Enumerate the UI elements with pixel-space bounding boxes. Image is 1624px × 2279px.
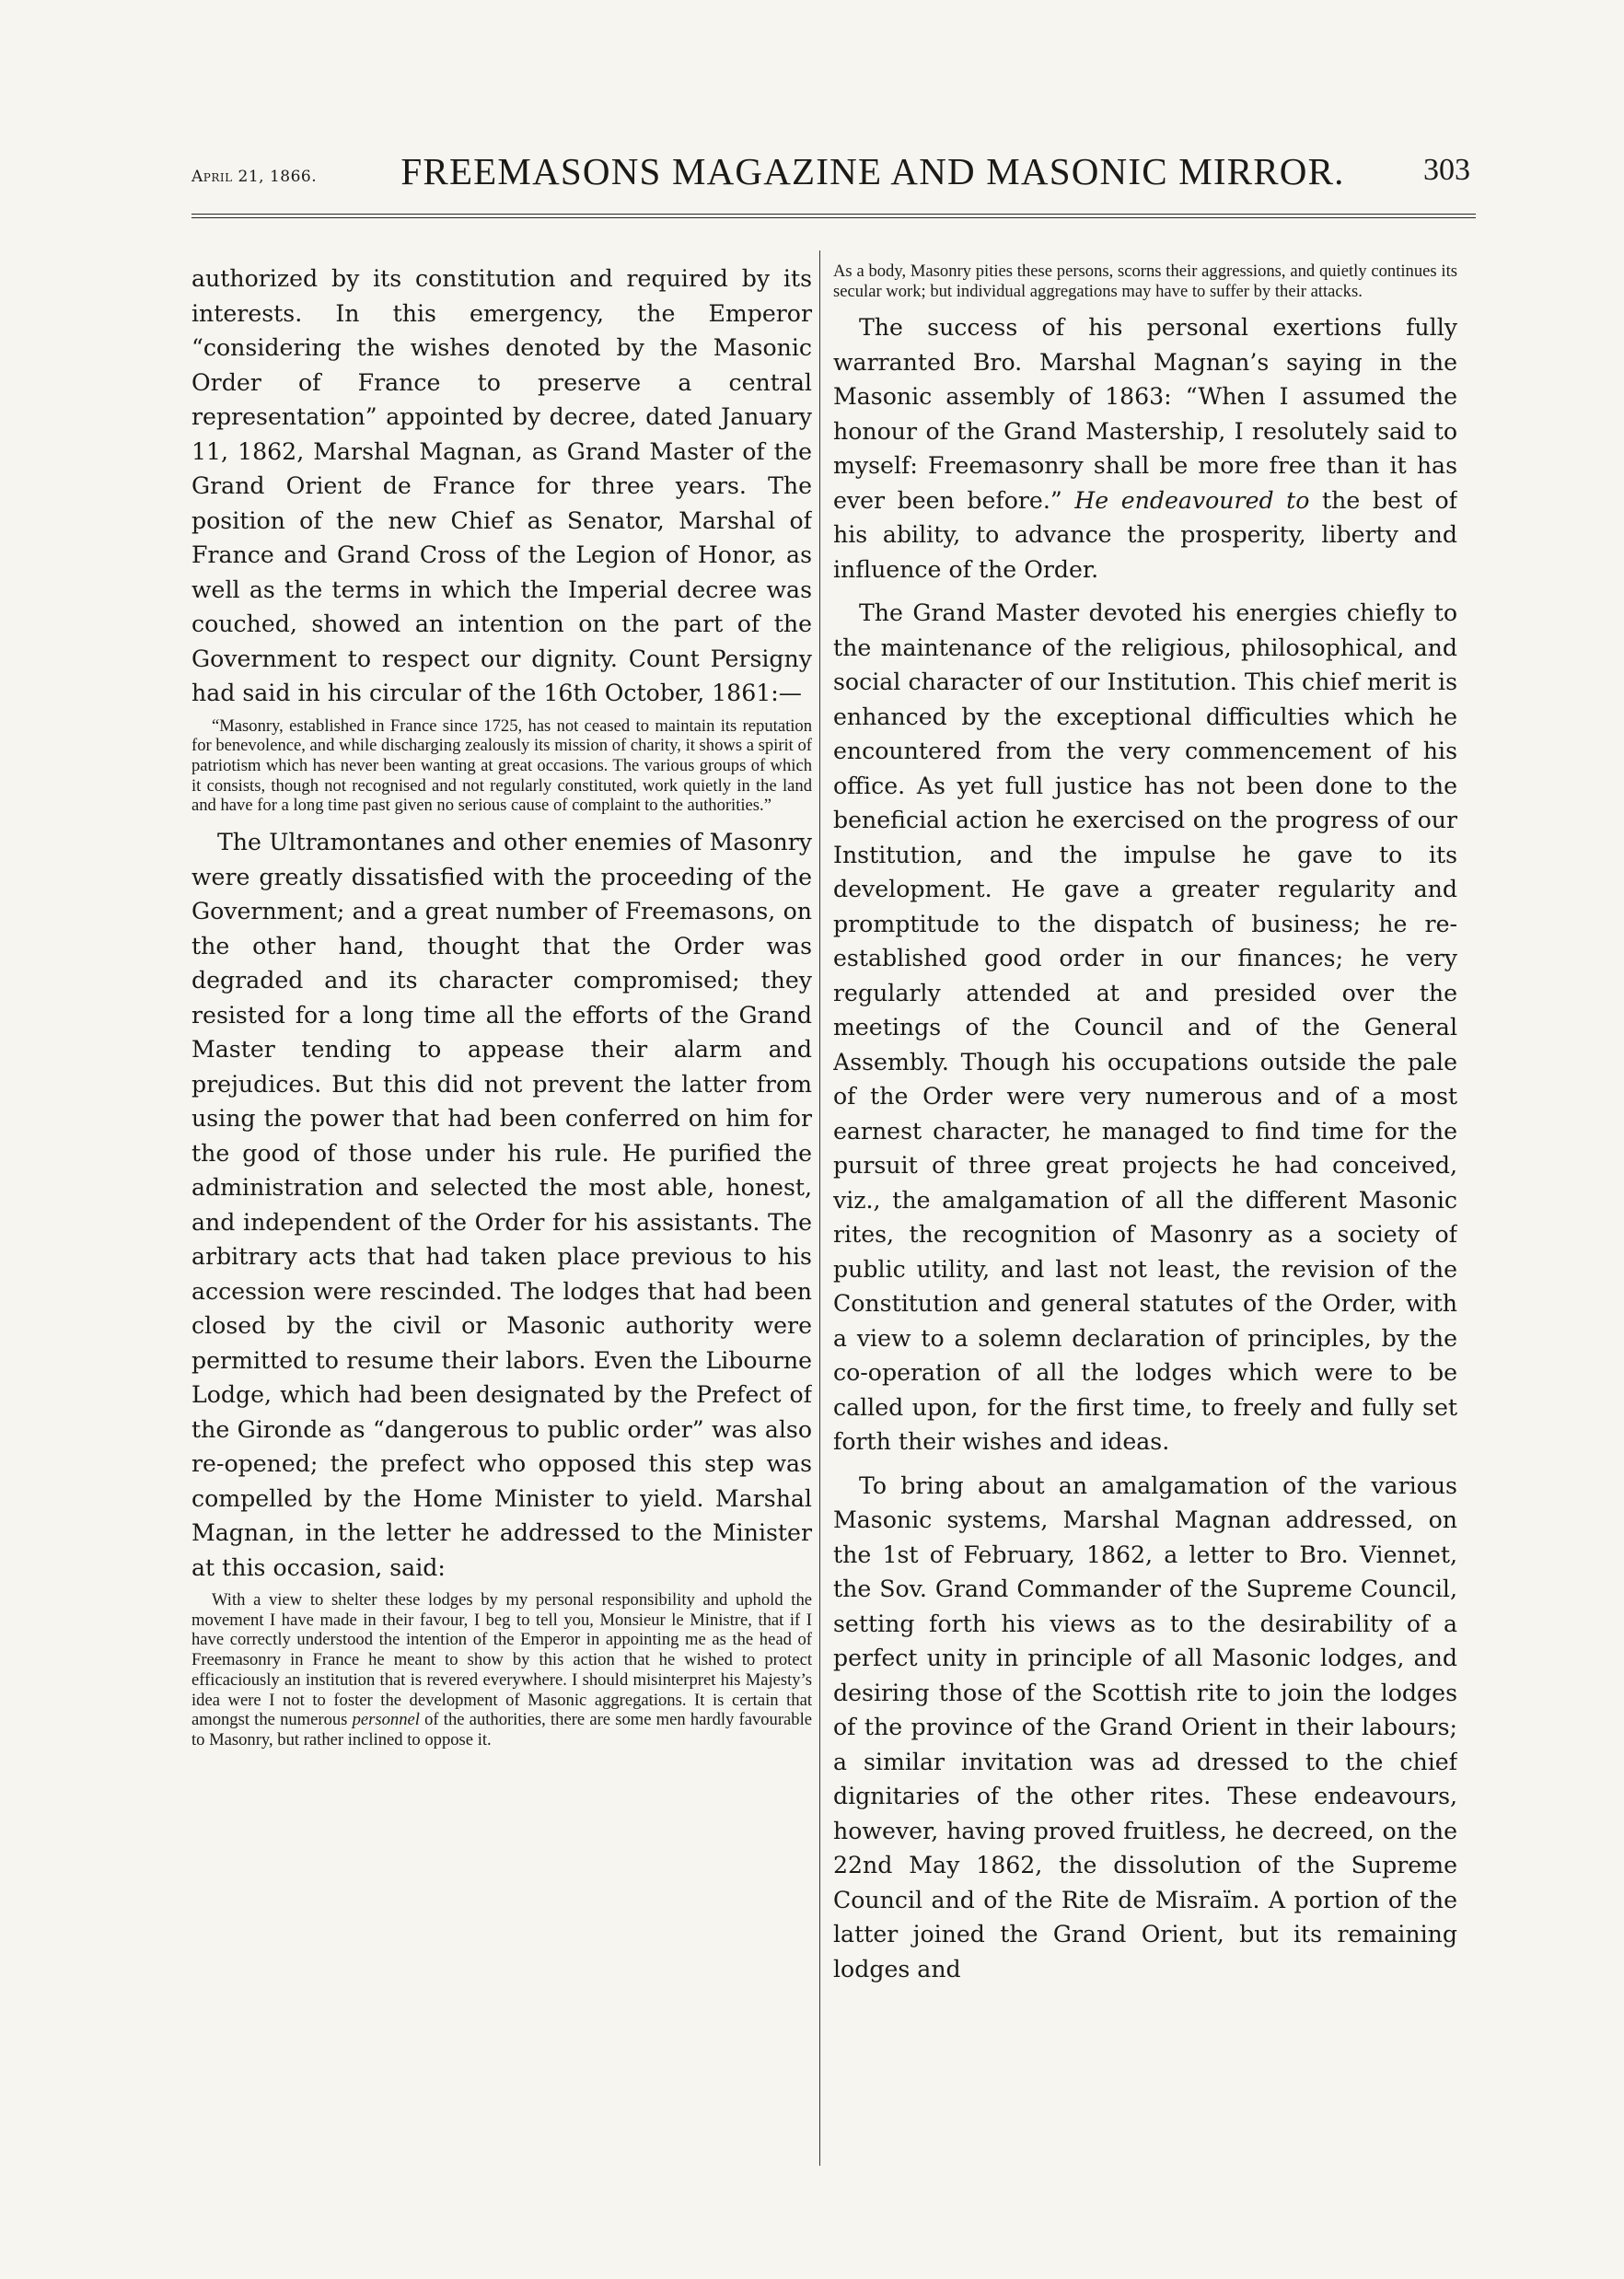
column-divider bbox=[819, 250, 820, 2166]
quoted-letter bbox=[191, 1590, 812, 1750]
left-column bbox=[191, 262, 812, 2158]
running-header bbox=[191, 147, 1476, 208]
paragraph: authorized by its constitution and required by its interests. In this emergency, the Emperor “considering the wishes denoted by the Masonic Order of France to preserve a central representation” appointed by decree, dated January 11, 1862, Marshal Magnan, as Grand Master of the Grand Orient de France for three years. The position of the new Chief as Senator, Marshal of France and Grand Cross of the Legion of Honor, as well as the terms in which the Imperial decree was couched, showed an intention on the part of the Government to respect our dignity. Count Persigny had said in his circular of the 16th October, 1861:— bbox=[191, 265, 812, 706]
issue-date: April 21, 1866. bbox=[191, 168, 318, 186]
paragraph: The Ultramontanes and other enemies of Masonry were greatly dissatisfied with the proceeding of the Government; and a great number of Freemasons, on the other hand, thought that the Order was degraded and its character compromised; they resisted for a long time all the efforts of the Grand Master tending to appease their alarm and prejudices. But this did not prevent the latter from using the power that had been conferred on him for the good of those under his rule. He purified the administration and selected the most able, honest, and independent of the Order for his assistants. The arbitrary acts that had taken place previous to his accession were rescinded. The lodges that had been closed by the civil or Masonic authority were permitted to resume their labors. Even the Libourne Lodge, which had been designated by the Prefect of the Gironde as “dangerous to public order” was also re-opened; the prefect who opposed this step was compelled by the Home Minister to yield. Marshal Magnan, in the letter he addressed to the Minister at this occasion, said: bbox=[191, 829, 812, 1581]
paragraph-italic: He endeavoured to bbox=[1074, 486, 1310, 514]
paragraph: The Grand Master devoted his energies chiefly to the maintenance of the religious, philosophical, and social character of our Institution. This chief merit is enhanced by the exceptional difficulties which he encountered from the very commencement of his office. As yet full justice has not been done to the beneficial action he exercised on the progress of our Institution, and the impulse he gave to its development. He gave a greater regularity and promptitude to the dispatch of business; he re-established good order in our finances; he very regularly attended at and presided over the meetings of the Council and of the General Assembly. Though his occupations outside the pale of the Order were very numerous and of a most earnest character, he managed to find time for the pursuit of three great projects he had conceived, viz., the amalgamation of all the different Masonic rites, the recognition of Masonry as a society of public utility, and last not least, the revision of the Constitution and general statutes of the Order, with a view to a solemn declaration of principles, by the co-operation of all the lodges which were to be called upon, for the first time, to freely and fully set forth their wishes and ideas. bbox=[833, 599, 1457, 1456]
page-number: 303 bbox=[1423, 153, 1470, 187]
header-rule bbox=[191, 214, 1476, 218]
paragraph: To bring about an amalgamation of the various Masonic systems, Marshal Magnan addressed, on the 1st of February, 1862, a letter to Bro. Viennet, the Sov. Grand Commander of the Supreme Council, setting forth his views as to the desirability of a perfect unity in principle of all Masonic lodges, and desiring those of the Scottish rite to join the lodges of the province of the Grand Orient in their labours; a similar invitation was ad dressed to the chief dignitaries of the other rites. These endeavours, however, having proved fruitless, he decreed, on the 22nd May 1862, the dissolution of the Supreme Council and of the Rite de Misraïm. A portion of the latter joined the Grand Orient, but its remaining lodges and bbox=[833, 1471, 1457, 1982]
quoted-circular: “Masonry, established in France since 1725, has not ceased to maintain its reputation for benevolence, and while discharging zealously its mission of charity, it shows a spirit of patriotism which has never been wanting at great occasions. The various groups of which it consists, though not recognised and not regularly constituted, work quietly in the land and have for a long time past given no serious cause of complaint to the authorities.” bbox=[191, 715, 812, 816]
quoted-letter-continued: As a body, Masonry pities these persons, scorns their aggressions, and quietly continues its secular work; but individual aggregations may have to suffer by their attacks. bbox=[833, 262, 1457, 301]
paragraph-text: The success of his personal exertions fully warranted Bro. Marshal Magnan’s saying in the Masonic assembly of 1863: “When I assumed the honour of the Grand Mastership, I resolutely said to myself: Freemasonry shall be more free than it has ever been before.” bbox=[833, 314, 1457, 514]
paragraph-text: the best of his ability, to advance the prosperity, liberty and influence of the Order. bbox=[833, 486, 1457, 583]
right-column bbox=[833, 262, 1457, 2158]
quote-text: of the authorities, there are some men hardly favourable to Masonry, but rather inclined to oppose it. bbox=[191, 1710, 812, 1750]
magazine-title: FREEMASONS MAGAZINE AND MASONIC MIRROR. bbox=[400, 150, 1345, 192]
quote-italic: personnel bbox=[352, 1710, 420, 1730]
quote-text: With a view to shelter these lodges by my personal responsibility and uphold the movement I have made in their favour, I beg to tell you, Monsieur le Ministre, that if I have correctly understood the intention of the Emperor in appointing me as the head of Freemasonry in France he meant to show by this action that he wished to protect efficaciously an institution that is revered everywhere. I should misinterpret his Majesty’s idea were I not to foster the development of Masonic aggregations. It is certain that amongst the numerous bbox=[191, 1590, 812, 1730]
paragraph bbox=[833, 310, 1457, 587]
